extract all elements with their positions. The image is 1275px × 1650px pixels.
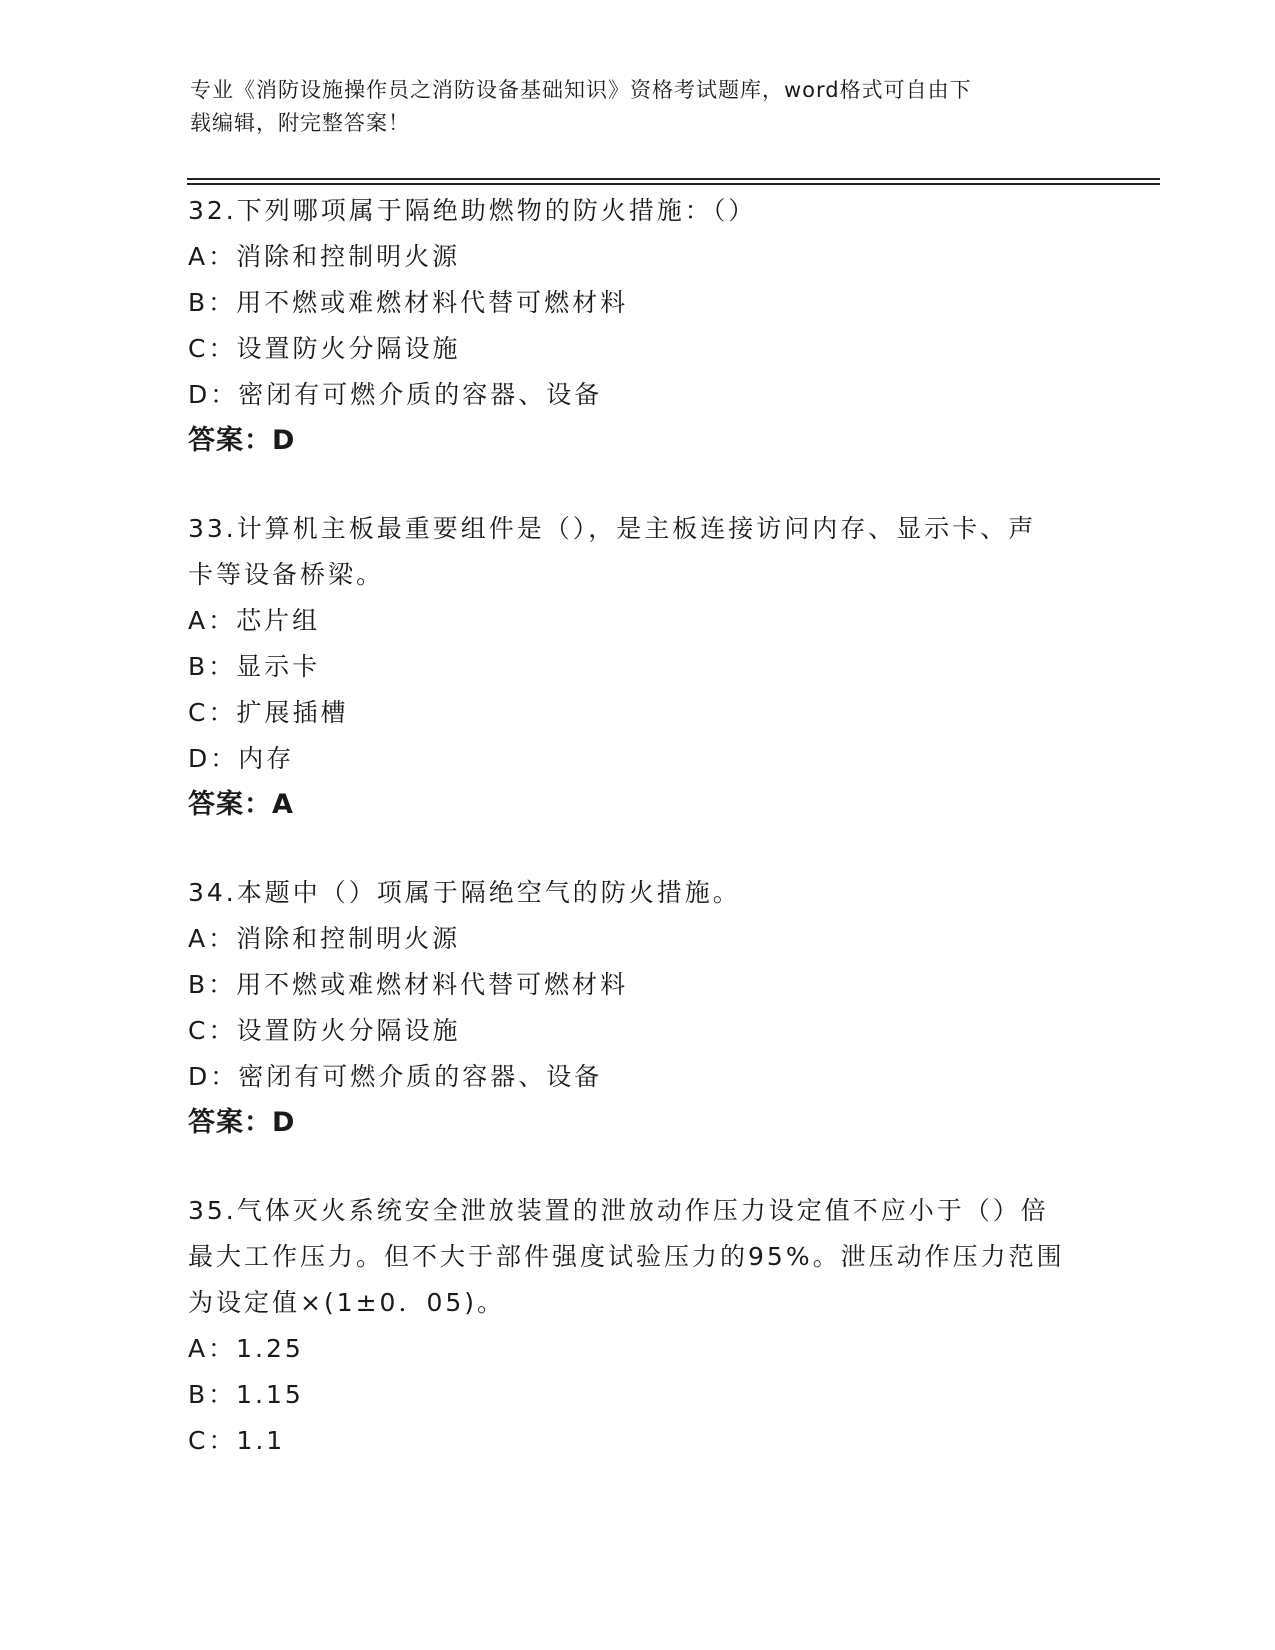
option-a: A：芯片组	[188, 606, 321, 635]
question-33	[188, 506, 1088, 828]
header-line-1: 专业《消防设施操作员之消防设备基础知识》资格考试题库，word格式可自由下	[190, 78, 972, 102]
answer: 答案：D	[188, 425, 296, 456]
question-stem: 34.本题中（）项属于隔绝空气的防火措施。	[188, 878, 741, 907]
header-divider-top	[187, 178, 1160, 180]
option-a: A：消除和控制明火源	[188, 242, 461, 271]
option-b: B：1.15	[188, 1380, 304, 1409]
option-d: D：密闭有可燃介质的容器、设备	[188, 1062, 603, 1091]
header-divider-bottom	[187, 183, 1160, 185]
option-b: B：显示卡	[188, 652, 321, 681]
option-c: C：1.1	[188, 1426, 286, 1455]
answer: 答案：D	[188, 1107, 296, 1138]
question-stem-line-2: 卡等设备桥梁。	[188, 560, 385, 589]
option-a: A：1.25	[188, 1334, 304, 1363]
option-c: C：设置防火分隔设施	[188, 1016, 461, 1045]
question-34	[188, 870, 1088, 1146]
question-35	[188, 1188, 1088, 1464]
header-line-2: 载编辑，附完整答案！	[190, 111, 410, 135]
option-d: D：内存	[188, 744, 295, 773]
question-stem-line-3: 为设定值×(1±0．05)。	[188, 1288, 506, 1317]
question-stem-line-1: 35.气体灭火系统安全泄放装置的泄放动作压力设定值不应小于（）倍	[188, 1196, 1049, 1225]
question-32	[188, 188, 1088, 464]
option-b: B：用不燃或难燃材料代替可燃材料	[188, 970, 629, 999]
document-header	[190, 74, 1090, 140]
question-stem-line-2: 最大工作压力。但不大于部件强度试验压力的95%。泄压动作压力范围	[188, 1242, 1065, 1271]
question-list	[188, 188, 1088, 1506]
option-b: B：用不燃或难燃材料代替可燃材料	[188, 288, 629, 317]
option-c: C：扩展插槽	[188, 698, 349, 727]
option-d: D：密闭有可燃介质的容器、设备	[188, 380, 603, 409]
question-stem-line-1: 33.计算机主板最重要组件是（），是主板连接访问内存、显示卡、声	[188, 514, 1037, 543]
question-stem: 32.下列哪项属于隔绝助燃物的防火措施：（）	[188, 196, 757, 225]
answer: 答案：A	[188, 789, 294, 820]
option-c: C：设置防火分隔设施	[188, 334, 461, 363]
option-a: A：消除和控制明火源	[188, 924, 461, 953]
